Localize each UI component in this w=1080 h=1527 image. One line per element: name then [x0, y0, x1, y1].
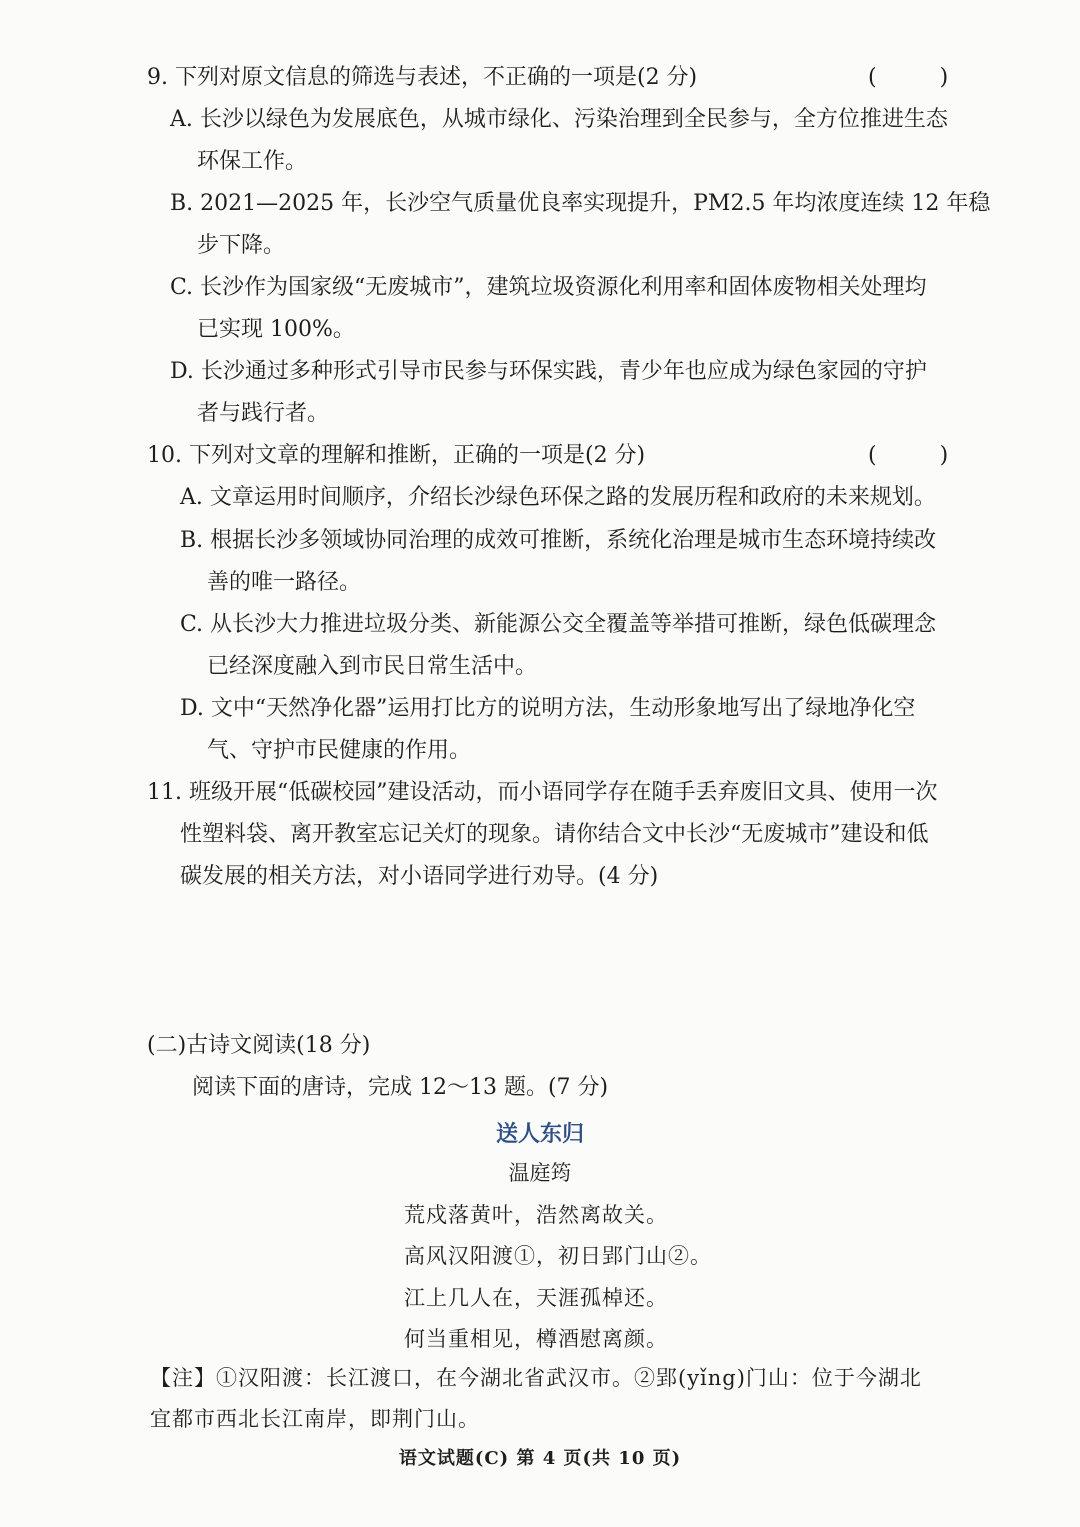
poem-author: 温庭筠 — [508, 1161, 572, 1185]
poem-line-2: 高风汉阳渡①，初日郢门山②。 — [404, 1244, 712, 1268]
q11-line1: 11. 班级开展“低碳校园”建设活动，而小语同学存在随手丢弃废旧文具、使用一次 — [147, 780, 938, 805]
q11-line3: 碳发展的相关方法，对小语同学进行劝导。(4 分) — [180, 864, 659, 889]
q10-stem: 10. 下列对文章的理解和推断，正确的一项是(2 分) — [147, 443, 646, 468]
q10-option-d-line2: 气、守护市民健康的作用。 — [207, 738, 472, 763]
q10-option-c-line1: C. 从长沙大力推进垃圾分类、新能源公交全覆盖等举措可推断，绿色低碳理念 — [180, 612, 937, 637]
q10-answer-paren: ( ) — [868, 443, 977, 468]
q9-option-b-line2: 步下降。 — [197, 233, 286, 258]
poem-note-line2: 宜都市西北长江南岸，即荆门山。 — [150, 1407, 480, 1431]
page-footer: 语文试题(C) 第 4 页(共 10 页) — [398, 1448, 682, 1469]
q9-option-d-line1: D. 长沙通过多种形式引导市民参与环保实践，青少年也应成为绿色家园的守护 — [170, 359, 927, 384]
poem-line-4: 何当重相见，樽酒慰离颜。 — [404, 1327, 668, 1351]
q10-option-b-line1: B. 根据长沙多领域协同治理的成效可推断，系统化治理是城市生态环境持续改 — [180, 528, 937, 553]
q9-option-b-line1: B. 2021—2025 年，长沙空气质量优良率实现提升，PM2.5 年均浓度连续 12 年稳 — [170, 191, 991, 216]
poem-note-line1: 【注】①汉阳渡：长江渡口，在今湖北省武汉市。②郢(yǐng)门山：位于今湖北 — [150, 1366, 922, 1390]
q9-option-d-line2: 者与践行者。 — [197, 401, 330, 426]
poem-line-1: 荒戍落黄叶，浩然离故关。 — [404, 1203, 668, 1227]
section2-heading: (二)古诗文阅读(18 分) — [147, 1033, 371, 1058]
q10-option-a-line1: A. 文章运用时间顺序，介绍长沙绿色环保之路的发展历程和政府的未来规划。 — [180, 485, 936, 510]
q10-option-c-line2: 已经深度融入到市民日常生活中。 — [207, 654, 538, 679]
q10-option-b-line2: 善的唯一路径。 — [207, 570, 362, 595]
q9-option-c-line1: C. 长沙作为国家级“无废城市”，建筑垃圾资源化利用率和固体废物相关处理均 — [170, 275, 927, 300]
q9-answer-paren: ( ) — [868, 65, 977, 90]
q9-option-c-line2: 已实现 100%。 — [197, 317, 355, 342]
section2-intro: 阅读下面的唐诗，完成 12～13 题。(7 分) — [192, 1075, 609, 1100]
poem-title: 送人东归 — [495, 1122, 584, 1147]
q10-option-d-line1: D. 文中“天然净化器”运用打比方的说明方法，生动形象地写出了绿地净化空 — [180, 696, 916, 721]
q9-option-a-line1: A. 长沙以绿色为发展底色，从城市绿化、污染治理到全民参与，全方位推进生态 — [170, 107, 948, 132]
poem-line-3: 江上几人在，天涯孤棹还。 — [404, 1286, 668, 1310]
q9-stem: 9. 下列对原文信息的筛选与表述，不正确的一项是(2 分) — [147, 65, 698, 90]
q11-line2: 性塑料袋、离开教室忘记关灯的现象。请你结合文中长沙“无废城市”建设和低 — [180, 822, 929, 847]
q9-option-a-line2: 环保工作。 — [197, 149, 308, 174]
